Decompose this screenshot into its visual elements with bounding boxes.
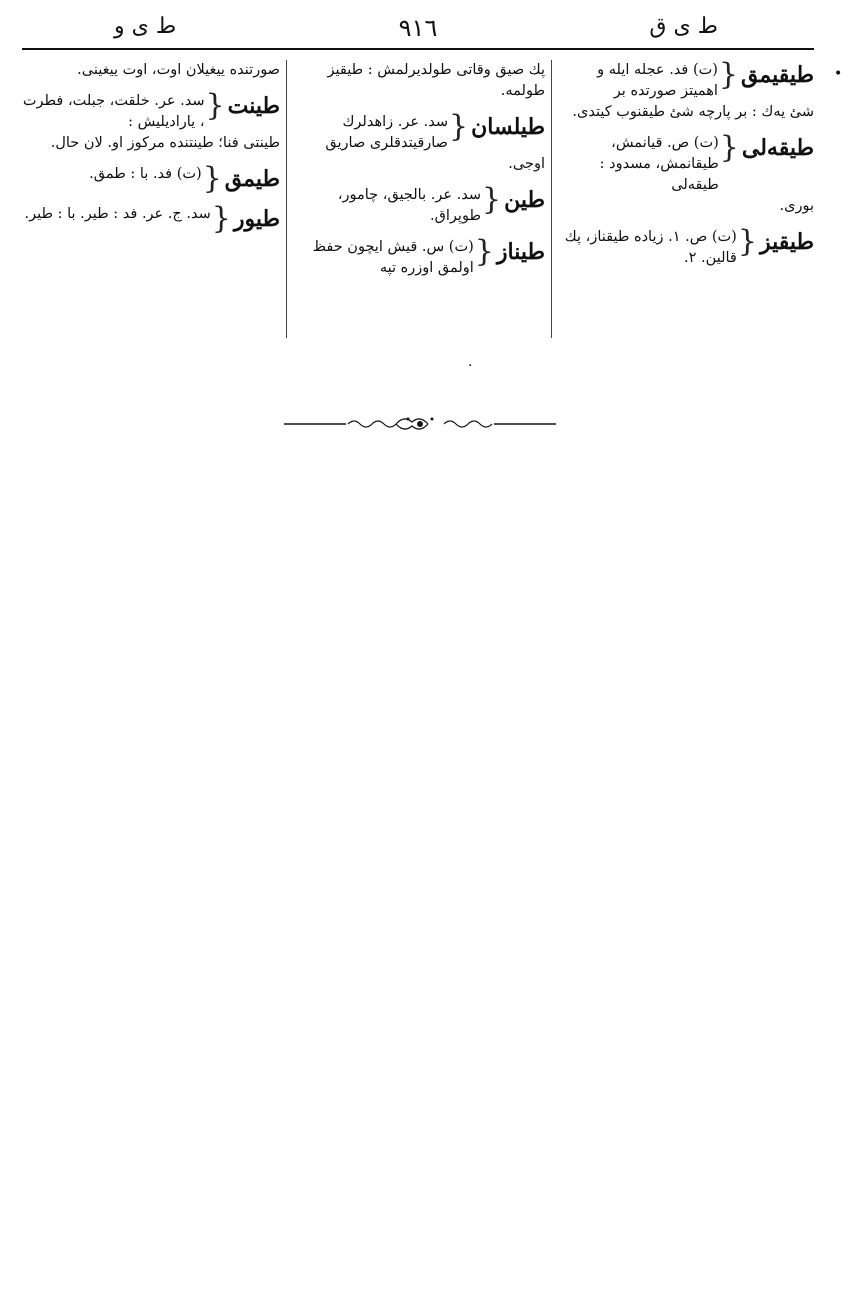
header-letters-left: ط ی و: [114, 14, 177, 39]
entry-continuation: صورتنده ییغیلان اوت، اوت ییغینی.: [77, 62, 280, 78]
brace-icon: {: [737, 224, 757, 259]
margin-dot: •: [834, 66, 843, 82]
brace-icon: {: [718, 57, 739, 92]
entry-definition: سد. عر. خلقت، جبلت، فطرت ، یارادیلیش :: [22, 93, 205, 130]
entry-definition: سد. عر. زاهدلرك صارقیتدقلری صاریق: [325, 114, 448, 151]
entry-definition: (ت) فد. با : طمق.: [89, 166, 202, 182]
column-left: [22, 60, 280, 244]
entry-headword: طین: [504, 187, 545, 213]
entry: [293, 182, 545, 227]
entry-definition: (ت) ص. قیانمش، طیقا‌نمش، مسدود : طیقه‌لی: [599, 135, 719, 193]
entry: [293, 234, 545, 279]
entry: [560, 130, 814, 217]
entry: [560, 224, 814, 269]
entry-headword: طيقه‌لی: [741, 135, 814, 161]
brace-icon: {: [448, 109, 469, 144]
entry-definition: سد. ج. عر. فد : طیر. با : طیر.: [24, 206, 211, 222]
entry-definition: (ت) س. قیش ایچون حفظ اولمق اوزره تپه: [312, 239, 474, 276]
page-number: ٩١٦: [398, 14, 438, 42]
column-right: [560, 57, 814, 279]
page-header: [22, 14, 814, 48]
entry-definition: (ت) فد. عجله ایله و اهمیتز صورتده بر: [597, 62, 718, 99]
brace-icon: {: [205, 88, 225, 123]
entry: [22, 201, 280, 236]
entry-definition: سد. عر. بالجیق، چامور، طوپراق.: [337, 187, 481, 224]
entry-definition: (ت) ص. ١. زیاده طیقناز، پك قالین. ٢.: [564, 229, 737, 266]
header-letters-right: ط ی ق: [649, 14, 718, 39]
entry-headword: طيمق: [224, 166, 280, 192]
entry-continuation: اوجی.: [508, 156, 545, 172]
entry-continuation: بوری.: [779, 198, 814, 214]
ornament-divider-icon: [284, 412, 556, 436]
brace-icon: {: [719, 130, 739, 165]
entry-continuation: طینتی فنا؛ طینتنده مرکوز او. لان حال.: [50, 135, 280, 151]
entry-continuation: شیٔ یه‌ك : بر پارچه شیٔ طیقنوب کیتدی.: [572, 104, 814, 120]
brace-icon: {: [211, 201, 231, 236]
brace-icon: {: [474, 234, 494, 269]
entry-headword: طیلسان: [471, 114, 545, 140]
brace-icon: {: [202, 161, 222, 196]
entry-headword: طيقيز: [759, 229, 814, 255]
entry-headword: طيقيمق: [741, 62, 814, 88]
brace-icon: {: [482, 182, 502, 217]
entry: [560, 57, 814, 123]
entry-continuation: پك صیق وقاتی طولدیرلمش : طیقیز طولمه.: [327, 62, 545, 99]
entry: [22, 161, 280, 196]
header-rule: [22, 48, 814, 50]
entry: [22, 88, 280, 154]
entry-headword: طيناز: [496, 239, 545, 265]
entry-headword: طيور: [233, 206, 280, 232]
margin-dot: ·: [468, 358, 473, 374]
entry: [293, 109, 545, 175]
column-middle: [286, 60, 552, 338]
entry-headword: طينت: [227, 93, 280, 119]
